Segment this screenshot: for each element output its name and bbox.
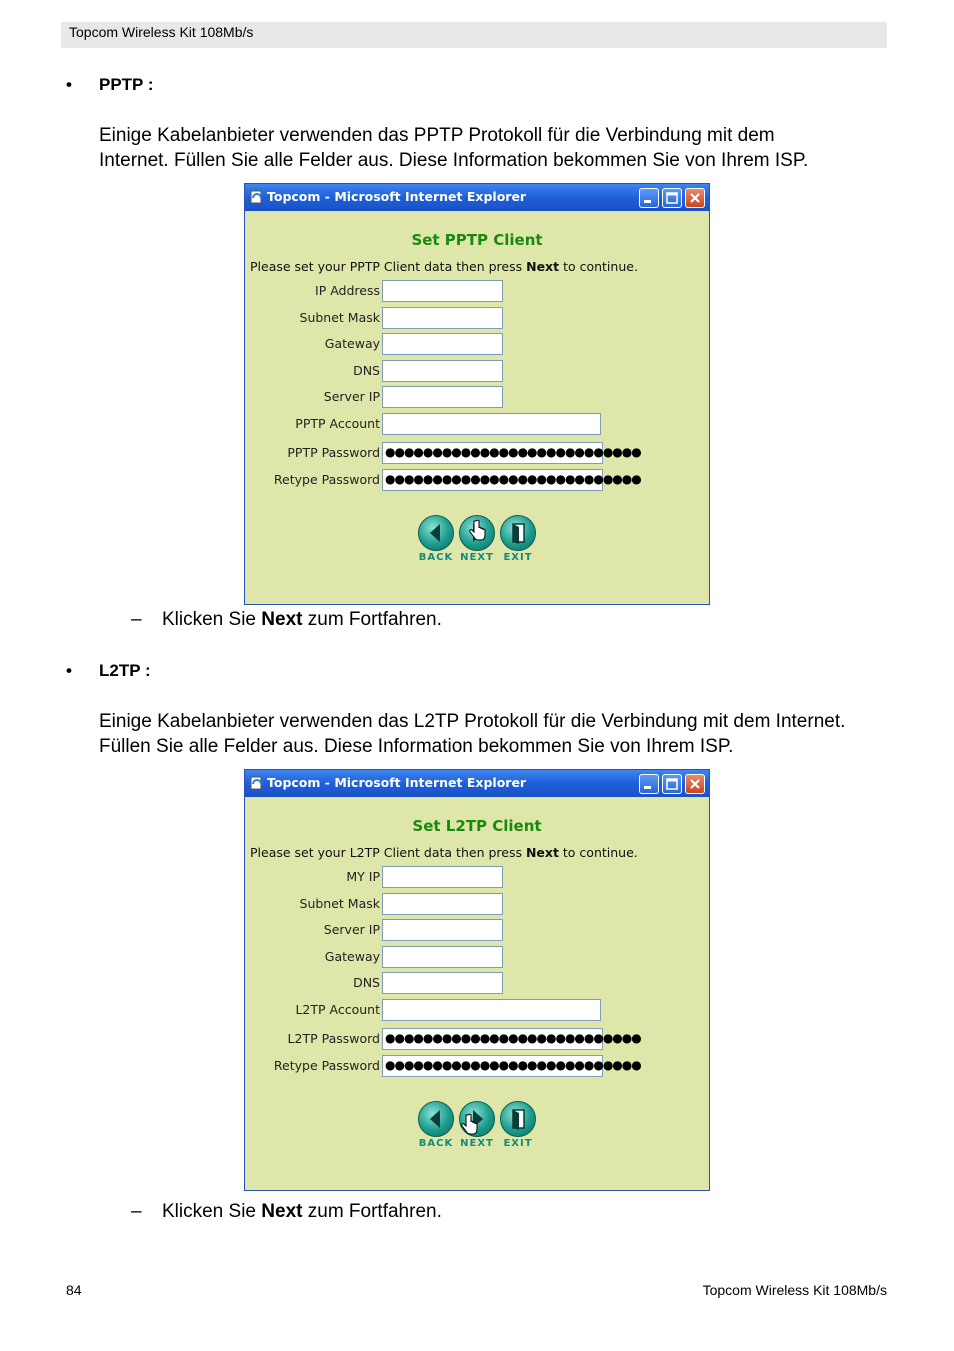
minimize-button[interactable] — [639, 188, 659, 208]
field-label: L2TP Account — [295, 1002, 380, 1017]
field-label: Gateway — [324, 336, 380, 351]
field-label: PPTP Account — [295, 416, 380, 431]
ie-page-icon — [250, 776, 264, 790]
field-row — [247, 999, 707, 1021]
instruction-text: Klicken Sie Next zum Fortfahren. — [162, 1201, 442, 1222]
account-input[interactable] — [382, 413, 601, 435]
retype-password-input[interactable]: ●●●●●●●●●●●●●●●●●●●●●●●●●●● — [382, 1055, 603, 1077]
maximize-icon — [663, 775, 681, 793]
field-label: Subnet Mask — [299, 310, 380, 325]
panel-title: Set PPTP Client — [411, 231, 543, 249]
field-row — [247, 866, 707, 888]
field-label: Server IP — [323, 922, 380, 937]
ie-page-icon — [250, 190, 264, 204]
dns-input[interactable] — [382, 972, 503, 994]
paragraph-pptp — [99, 123, 899, 173]
back-arrow-icon — [419, 1102, 453, 1136]
next-button[interactable] — [459, 515, 495, 565]
field-label: Subnet Mask — [299, 896, 380, 911]
footer-title: Topcom Wireless Kit 108Mb/s — [702, 1282, 887, 1298]
ip-address-input[interactable] — [382, 280, 503, 302]
ie-window-l2tp — [244, 769, 710, 1191]
exit-button[interactable] — [500, 515, 536, 565]
list-dash: – — [131, 1201, 142, 1222]
hand-cursor-icon — [459, 1113, 479, 1137]
field-row — [247, 1028, 707, 1050]
back-button[interactable] — [418, 1101, 454, 1151]
list-dash: – — [131, 609, 142, 630]
instruction-text: Klicken Sie Next zum Fortfahren. — [162, 609, 442, 630]
field-row — [247, 469, 707, 491]
client-panel — [247, 797, 707, 1189]
exit-label: EXIT — [503, 1138, 533, 1149]
gateway-input[interactable] — [382, 333, 503, 355]
page-header — [61, 22, 887, 48]
close-button[interactable] — [685, 188, 705, 208]
minimize-icon — [640, 775, 658, 793]
next-button[interactable] — [459, 1101, 495, 1151]
field-row — [247, 946, 707, 968]
next-label: NEXT — [460, 1138, 494, 1149]
field-row — [247, 893, 707, 915]
dns-input[interactable] — [382, 360, 503, 382]
panel-instruction: Please set your PPTP Client data then press Next to continue. — [250, 259, 638, 274]
back-label: BACK — [418, 1138, 454, 1149]
field-row — [247, 919, 707, 941]
field-label: Server IP — [323, 389, 380, 404]
field-row — [247, 1055, 707, 1077]
window-title: Topcom - Microsoft Internet Explorer — [267, 775, 527, 790]
paragraph-l2tp — [99, 709, 899, 759]
maximize-button[interactable] — [662, 774, 682, 794]
field-row — [247, 442, 707, 464]
field-label: Retype Password — [273, 1058, 380, 1073]
close-icon — [686, 775, 704, 793]
close-button[interactable] — [685, 774, 705, 794]
field-row — [247, 280, 707, 302]
paragraph-line: Internet. Füllen Sie alle Felder aus. Diese Information bekommen Sie von Ihrem ISP. — [99, 150, 809, 171]
subnet-mask-input[interactable] — [382, 307, 503, 329]
minimize-icon — [640, 189, 658, 207]
hand-cursor-icon — [467, 519, 487, 543]
gateway-input[interactable] — [382, 946, 503, 968]
header-title: Topcom Wireless Kit 108Mb/s — [69, 24, 254, 40]
maximize-button[interactable] — [662, 188, 682, 208]
field-label: PPTP Password — [287, 445, 380, 460]
exit-door-icon — [501, 1102, 535, 1136]
window-title: Topcom - Microsoft Internet Explorer — [267, 189, 527, 204]
field-label: IP Address — [315, 283, 380, 298]
subnet-mask-input[interactable] — [382, 893, 503, 915]
retype-password-input[interactable]: ●●●●●●●●●●●●●●●●●●●●●●●●●●● — [382, 469, 603, 491]
my-ip-input[interactable] — [382, 866, 503, 888]
password-input[interactable]: ●●●●●●●●●●●●●●●●●●●●●●●●●●● — [382, 442, 603, 464]
field-row — [247, 360, 707, 382]
next-label: NEXT — [460, 552, 494, 563]
back-button[interactable] — [418, 515, 454, 565]
paragraph-line: Füllen Sie alle Felder aus. Diese Information bekommen Sie von Ihrem ISP. — [99, 736, 734, 757]
field-label: DNS — [353, 363, 380, 378]
field-row — [247, 333, 707, 355]
paragraph-line: Einige Kabelanbieter verwenden das L2TP Protokoll für die Verbindung mit dem Internet. — [99, 711, 846, 732]
exit-label: EXIT — [503, 552, 533, 563]
section-title-l2tp: L2TP : — [99, 661, 151, 680]
field-row — [247, 386, 707, 408]
account-input[interactable] — [382, 999, 601, 1021]
field-label: DNS — [353, 975, 380, 990]
window-titlebar[interactable] — [245, 770, 709, 797]
back-label: BACK — [418, 552, 454, 563]
page-number: 84 — [66, 1282, 82, 1298]
password-input[interactable]: ●●●●●●●●●●●●●●●●●●●●●●●●●●● — [382, 1028, 603, 1050]
close-icon — [686, 189, 704, 207]
field-label: Retype Password — [273, 472, 380, 487]
field-row — [247, 413, 707, 435]
field-label: Gateway — [324, 949, 380, 964]
field-label: MY IP — [346, 869, 380, 884]
server-ip-input[interactable] — [382, 919, 503, 941]
ie-window-pptp — [244, 183, 710, 605]
exit-button[interactable] — [500, 1101, 536, 1151]
field-row — [247, 972, 707, 994]
bullet-l2tp: • — [66, 661, 72, 680]
field-label: L2TP Password — [287, 1031, 380, 1046]
back-arrow-icon — [419, 516, 453, 550]
server-ip-input[interactable] — [382, 386, 503, 408]
client-panel — [247, 211, 707, 603]
bullet-pptp: • — [66, 75, 72, 94]
window-titlebar[interactable] — [245, 184, 709, 211]
exit-door-icon — [501, 516, 535, 550]
minimize-button[interactable] — [639, 774, 659, 794]
panel-title: Set L2TP Client — [412, 817, 542, 835]
section-title-pptp: PPTP : — [99, 75, 154, 94]
field-row — [247, 307, 707, 329]
maximize-icon — [663, 189, 681, 207]
paragraph-line: Einige Kabelanbieter verwenden das PPTP Protokoll für die Verbindung mit dem — [99, 125, 775, 146]
panel-instruction: Please set your L2TP Client data then press Next to continue. — [250, 845, 638, 860]
